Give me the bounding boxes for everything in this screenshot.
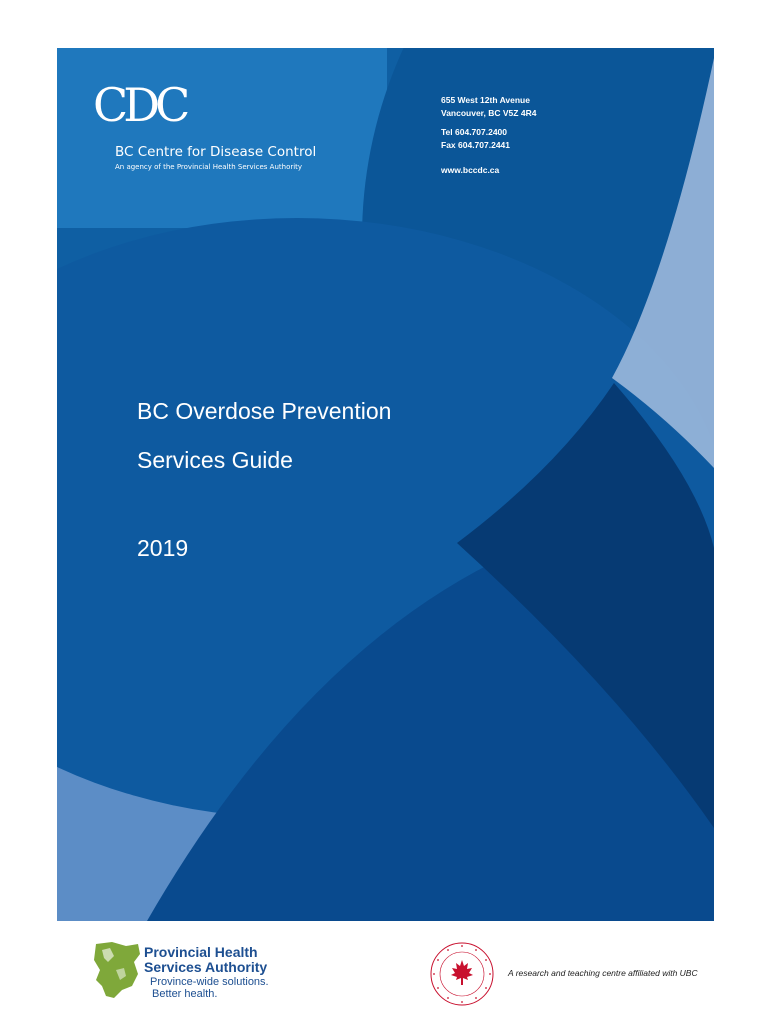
document-year: 2019 [137, 535, 189, 561]
phsa-name [144, 945, 267, 975]
address-line-2: Vancouver, BC V5Z 4R4 [441, 108, 537, 118]
website-link[interactable]: www.bccdc.ca [441, 165, 500, 175]
document-title-line-2: Services Guide [137, 447, 293, 473]
phsa-slogan-line-2: Better health. [152, 988, 218, 1000]
cover-panel [57, 48, 714, 921]
organization-tagline: An agency of the Provincial Health Services Authority [115, 163, 303, 171]
maple-leaf-seal-icon [428, 940, 496, 1008]
ubc-affiliation-text: A research and teaching centre affiliated with UBC [508, 968, 698, 978]
phsa-slogan-line-1: Province-wide solutions. [150, 976, 269, 988]
cdc-logo-mark: CDC [93, 78, 186, 132]
cover-background [57, 48, 714, 921]
address-line-1: 655 West 12th Avenue [441, 95, 530, 105]
document-title-line-1: BC Overdose Prevention [137, 398, 392, 424]
bc-map-icon [92, 940, 144, 1004]
phsa-slogan [150, 976, 269, 1000]
phsa-name-line-2: Services Authority [144, 959, 268, 975]
phsa-logo [92, 940, 272, 1004]
phsa-name-line-1: Provincial Health [144, 944, 258, 960]
organization-name: BC Centre for Disease Control [115, 144, 317, 160]
fax-number: Fax 604.707.2441 [441, 140, 511, 150]
phone-number: Tel 604.707.2400 [441, 127, 508, 137]
